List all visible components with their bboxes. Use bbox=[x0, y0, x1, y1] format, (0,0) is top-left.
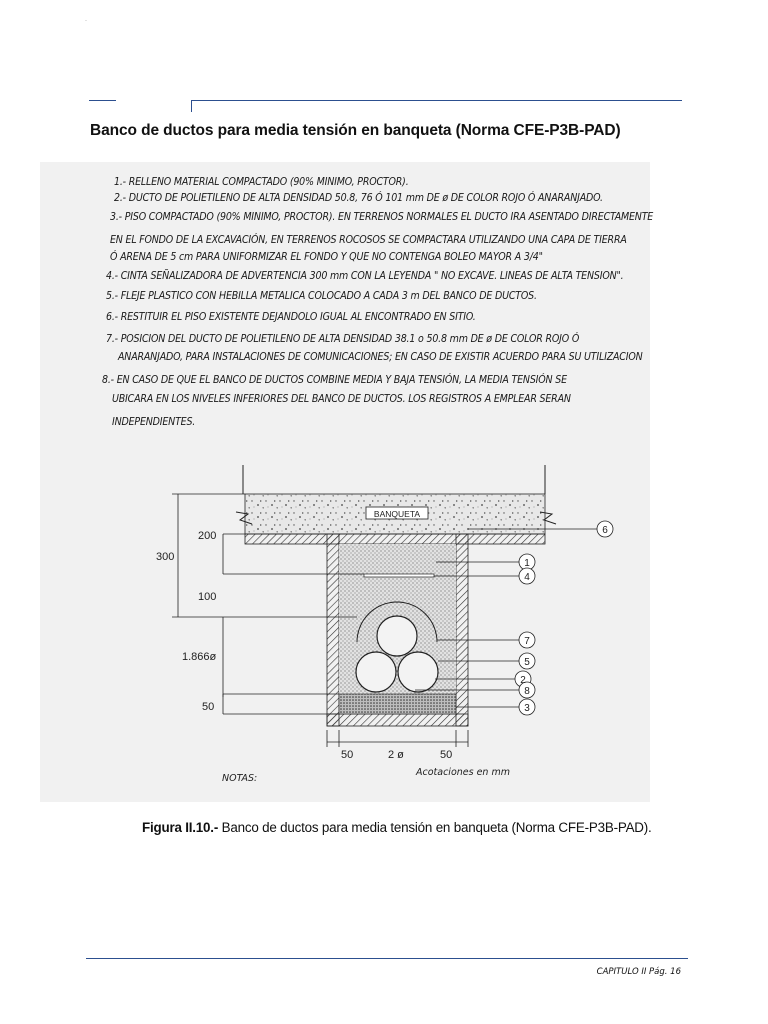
note-line: 7.- POSICION DEL DUCTO DE POLIETILENO DE ALTA DENSIDAD 38.1 o 50.8 mm DE ø DE COLOR ROJO Ó bbox=[106, 334, 580, 345]
note-line: 8.- EN CASO DE QUE EL BANCO DE DUCTOS COMBINE MEDIA Y BAJA TENSIÓN, LA MEDIA TENSIÓN SE bbox=[102, 375, 567, 386]
callout-2: 2 bbox=[520, 675, 526, 686]
note-line: 2.- DUCTO DE POLIETILENO DE ALTA DENSIDAD 50.8, 76 Ó 101 mm DE ø DE COLOR ROJO Ó ANARANJADO. bbox=[114, 193, 603, 204]
footer-rule bbox=[86, 958, 688, 959]
header-rule-tick bbox=[191, 100, 192, 112]
duct-bank-section bbox=[40, 162, 650, 802]
note-line: UBICARA EN LOS NIVELES INFERIORES DEL BANCO DE DUCTOS. LOS REGISTROS A EMPLEAR SERAN bbox=[112, 394, 571, 405]
callout-7: 7 bbox=[524, 636, 530, 647]
page-title: Banco de ductos para media tensión en banqueta (Norma CFE-P3B-PAD) bbox=[90, 122, 621, 139]
callout-3: 3 bbox=[524, 703, 530, 714]
banqueta-label: BANQUETA bbox=[373, 509, 421, 519]
note-line: EN EL FONDO DE LA EXCAVACIÓN, EN TERRENOS ROCOSOS SE COMPACTARA UTILIZANDO UNA CAPA DE TIERRA bbox=[110, 235, 627, 246]
dim-50-left: 50 bbox=[202, 701, 215, 713]
notas-label: NOTAS: bbox=[222, 773, 258, 784]
stray-mark: · bbox=[85, 18, 87, 24]
dim-100: 100 bbox=[198, 591, 217, 603]
note-line: 3.- PISO COMPACTADO (90% MINIMO, PROCTOR). EN TERRENOS NORMALES EL DUCTO IRA ASENTADO DIRECTAMENTE bbox=[110, 212, 654, 223]
note-line: 6.- RESTITUIR EL PISO EXISTENTE DEJANDOLO IGUAL AL ENCONTRADO EN SITIO. bbox=[106, 312, 476, 323]
note-line: 5.- FLEJE PLASTICO CON HEBILLA METALICA COLOCADO A CADA 3 m DEL BANCO DE DUCTOS. bbox=[106, 291, 537, 302]
dim-200: 200 bbox=[198, 530, 217, 542]
note-line: INDEPENDIENTES. bbox=[112, 417, 196, 428]
dim-300: 300 bbox=[156, 551, 175, 563]
dim-1866: 1.866ø bbox=[182, 651, 217, 663]
note-line: ANARANJADO, PARA INSTALACIONES DE COMUNICACIONES; EN CASO DE EXISTIR ACUERDO PARA SU UTILIZACION bbox=[118, 352, 643, 363]
dim-bottom-50-left: 50 bbox=[341, 749, 354, 761]
note-line: 4.- CINTA SEÑALIZADORA DE ADVERTENCIA 300 mm CON LA LEYENDA " NO EXCAVE. LINEAS DE ALTA TENSION". bbox=[106, 271, 624, 282]
caption-label: Figura II.10.- bbox=[142, 820, 219, 835]
callout-8: 8 bbox=[524, 686, 530, 697]
callout-5: 5 bbox=[524, 657, 530, 668]
figure-drawing bbox=[40, 162, 654, 802]
figure-caption bbox=[142, 820, 652, 835]
dim-bottom-50-right: 50 bbox=[440, 749, 453, 761]
page-footer: CAPITULO II Pág. 16 bbox=[596, 967, 681, 977]
dim-bottom-2d: 2 ø bbox=[388, 749, 404, 761]
callout-4: 4 bbox=[524, 572, 530, 583]
header-rule-short bbox=[89, 100, 116, 101]
callout-6: 6 bbox=[602, 525, 608, 536]
units-label: Acotaciones en mm bbox=[416, 767, 510, 778]
header-rule-long bbox=[191, 100, 682, 101]
caption-text: Banco de ductos para media tensión en banqueta (Norma CFE-P3B-PAD). bbox=[218, 820, 652, 835]
callout-1: 1 bbox=[524, 558, 530, 569]
note-line: Ó ARENA DE 5 cm PARA UNIFORMIZAR EL FONDO Y QUE NO CONTENGA BOLEO MAYOR A 3/4" bbox=[110, 252, 543, 263]
note-line: 1.- RELLENO MATERIAL COMPACTADO (90% MINIMO, PROCTOR). bbox=[114, 177, 409, 188]
